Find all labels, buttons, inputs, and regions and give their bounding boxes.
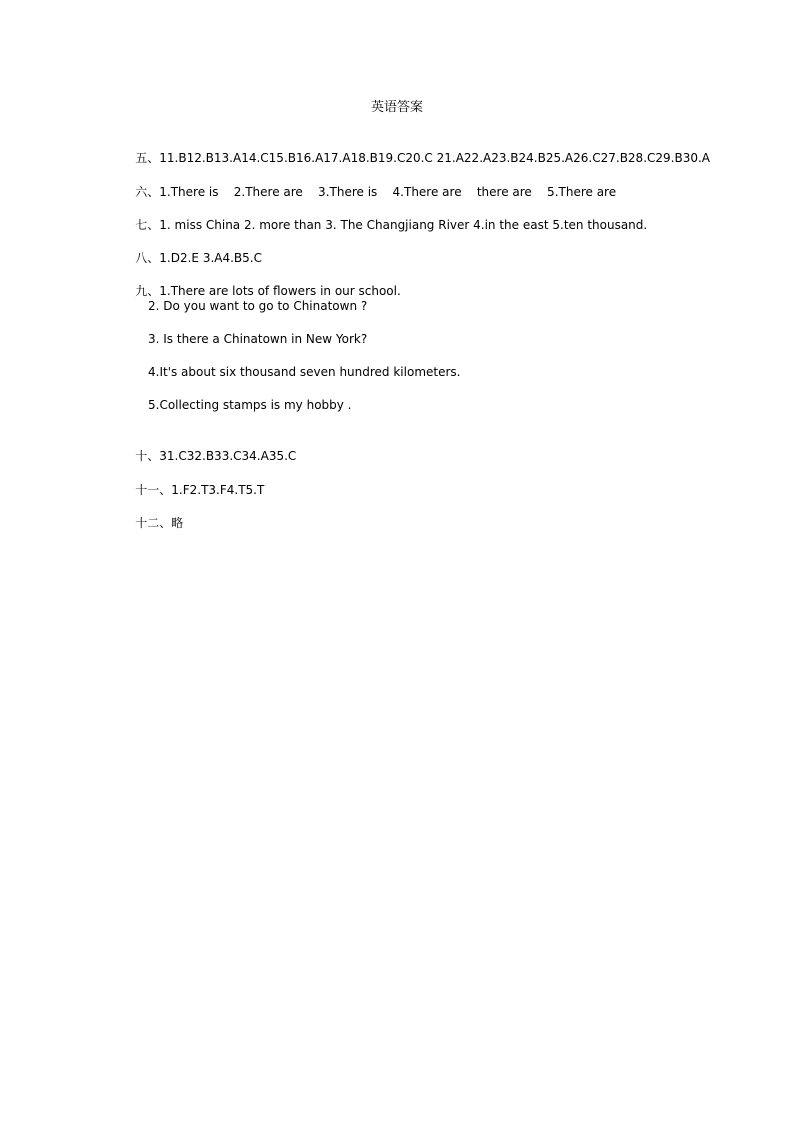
section-9-item-3: 3. Is there a Chinatown in New York? [148,332,368,346]
section-number: 八、 [135,251,160,265]
page-title: 英语答案 [370,100,423,115]
section-number: 十一、 [135,483,172,497]
section-9-item-4: 4.It's about six thousand seven hundred kilometers. [148,365,461,379]
section-9-item-5: 5.Collecting stamps is my hobby . [148,398,352,412]
section-number: 七、 [135,218,160,232]
section-answer-item: 1.There are lots of flowers in our school. [159,284,401,298]
section-number: 十二、 [135,516,172,530]
section-number: 六、 [135,185,160,199]
section-answers: 1.D2.E 3.A4.B5.C [159,251,262,265]
section-number: 五、 [135,151,160,165]
section-answers: 略 [171,516,184,530]
section-answers: 31.C32.B33.C34.A35.C [159,449,297,463]
section-12 [120,496,183,550]
section-9-item-2: 2. Do you want to go to Chinatown ? [148,299,368,313]
section-answers: 11.B12.B13.A14.C15.B16.A17.A18.B19.C20.C 21.A22.A23.B24.B25.A26.C27.B28.C29.B30.A [159,151,710,165]
section-number: 十、 [135,449,160,463]
section-answers: 1.There is 2.There are 3.There is 4.There are there are 5.There are [159,185,617,199]
section-answers: 1.F2.T3.F4.T5.T [171,483,265,497]
section-number: 九、 [135,284,160,298]
section-answers: 1. miss China 2. more than 3. The Changjiang River 4.in the east 5.ten thousand. [159,218,648,232]
